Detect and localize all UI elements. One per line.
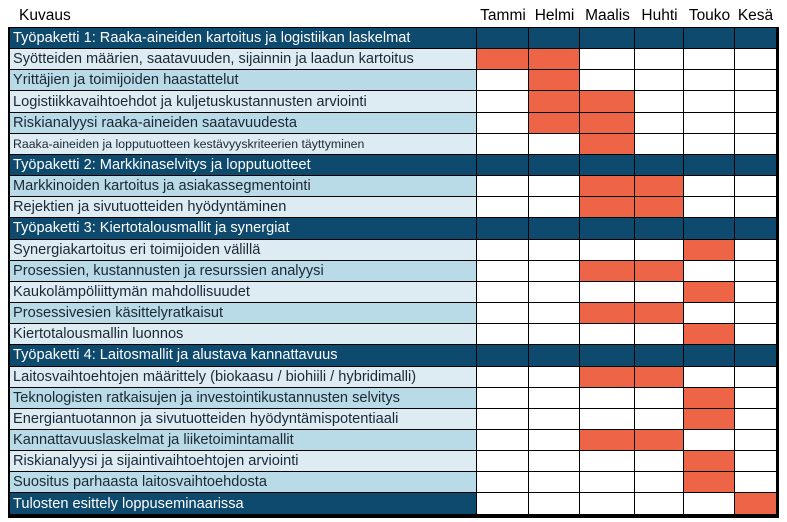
- gantt-bar-tammi: [477, 49, 529, 70]
- gantt-cell-empty: [684, 113, 735, 134]
- gantt-cell-empty: [735, 91, 776, 112]
- gantt-bar-touko: [684, 409, 735, 430]
- gantt-cell-empty: [580, 70, 635, 91]
- gantt-bar-maalis: [580, 176, 635, 197]
- task-label: Teknologisten ratkaisujen ja investointikustannusten selvitys: [10, 388, 477, 409]
- gantt-cell-empty: [635, 324, 684, 345]
- month-column-header: Helmi: [534, 6, 575, 24]
- gantt-cell-empty: [477, 91, 529, 112]
- gantt-cell-empty: [735, 388, 776, 409]
- workpackage-header-label: Työpaketti 3: Kiertotalousmallit ja synergiat: [10, 218, 477, 239]
- gantt-cell-empty: [477, 197, 529, 218]
- gantt-bar-huhti: [635, 197, 684, 218]
- gantt-cell-empty: [635, 91, 684, 112]
- gantt-cell-empty: [580, 49, 635, 70]
- gantt-cell-empty: [477, 451, 529, 472]
- workpackage-header-label: Työpaketti 4: Laitosmallit ja alustava kannattavuus: [10, 345, 477, 366]
- task-label: Riskianalyysi raaka-aineiden saatavuudesta: [10, 113, 477, 134]
- gantt-cell-empty: [735, 472, 776, 493]
- gantt-cell-header-band: [529, 345, 580, 366]
- gantt-cell-empty: [477, 113, 529, 134]
- gantt-cell-empty: [684, 493, 735, 514]
- task-label: Kaukolämpöliittymän mahdollisuudet: [10, 282, 477, 303]
- gantt-cell-empty: [529, 367, 580, 388]
- gantt-bar-huhti: [635, 303, 684, 324]
- final-milestone-label: Tulosten esittely loppuseminaarissa: [10, 493, 477, 514]
- gantt-cell-empty: [477, 388, 529, 409]
- gantt-cell-empty: [684, 70, 735, 91]
- gantt-cell-empty: [477, 70, 529, 91]
- gantt-cell-empty: [529, 451, 580, 472]
- task-label: Raaka-aineiden ja lopputuotteen kestävyyskriteerien täyttyminen: [10, 134, 477, 155]
- gantt-cell-header-band: [529, 218, 580, 239]
- gantt-cell-header-band: [477, 155, 529, 176]
- gantt-cell-empty: [684, 176, 735, 197]
- gantt-grid: [8, 27, 779, 518]
- gantt-bar-touko: [684, 324, 735, 345]
- gantt-bar-huhti: [635, 430, 684, 451]
- gantt-cell-header-band: [735, 28, 776, 49]
- gantt-cell-empty: [684, 367, 735, 388]
- gantt-cell-header-band: [635, 345, 684, 366]
- gantt-cell-empty: [529, 134, 580, 155]
- task-label: Logistiikkavaihtoehdot ja kuljetuskustannusten arviointi: [10, 91, 477, 112]
- gantt-cell-empty: [580, 240, 635, 261]
- task-label: Riskianalyysi ja sijaintivaihtoehtojen arviointi: [10, 451, 477, 472]
- gantt-cell-header-band: [684, 28, 735, 49]
- gantt-cell-empty: [477, 472, 529, 493]
- gantt-cell-empty: [529, 472, 580, 493]
- gantt-bar-touko: [684, 472, 735, 493]
- description-column-header: Kuvaus: [19, 6, 71, 24]
- task-label: Synergiakartoitus eri toimijoiden välillä: [10, 240, 477, 261]
- task-label: Kannattavuuslaskelmat ja liiketoimintamallit: [10, 430, 477, 451]
- gantt-cell-empty: [735, 240, 776, 261]
- gantt-cell-empty: [635, 134, 684, 155]
- gantt-cell-empty: [735, 113, 776, 134]
- gantt-bar-maalis: [580, 303, 635, 324]
- task-label: Prosessien, kustannusten ja resurssien analyysi: [10, 261, 477, 282]
- gantt-cell-empty: [735, 282, 776, 303]
- gantt-cell-empty: [477, 240, 529, 261]
- gantt-cell-empty: [735, 303, 776, 324]
- task-label: Laitosvaihtoehtojen määrittely (biokaasu / biohiili / hybridimalli): [10, 367, 477, 388]
- gantt-cell-empty: [735, 409, 776, 430]
- gantt-cell-empty: [635, 409, 684, 430]
- gantt-cell-empty: [735, 451, 776, 472]
- gantt-cell-header-band: [735, 218, 776, 239]
- gantt-cell-empty: [477, 430, 529, 451]
- gantt-bar-maalis: [580, 367, 635, 388]
- gantt-cell-empty: [684, 303, 735, 324]
- gantt-cell-empty: [477, 282, 529, 303]
- gantt-cell-empty: [580, 409, 635, 430]
- gantt-cell-empty: [529, 324, 580, 345]
- gantt-cell-header-band: [477, 345, 529, 366]
- gantt-bar-touko: [684, 451, 735, 472]
- gantt-cell-empty: [684, 261, 735, 282]
- gantt-cell-header-band: [580, 218, 635, 239]
- gantt-cell-header-band: [580, 28, 635, 49]
- gantt-cell-empty: [735, 324, 776, 345]
- gantt-cell-empty: [635, 493, 684, 514]
- month-column-header: Tammi: [480, 6, 526, 24]
- task-label: Energiantuotannon ja sivutuotteiden hyödyntämispotentiaali: [10, 409, 477, 430]
- gantt-cell-empty: [529, 282, 580, 303]
- gantt-cell-empty: [635, 113, 684, 134]
- gantt-cell-header-band: [580, 155, 635, 176]
- gantt-bar-touko: [684, 240, 735, 261]
- gantt-bar-kesä: [735, 493, 776, 514]
- gantt-cell-empty: [635, 472, 684, 493]
- gantt-cell-empty: [735, 430, 776, 451]
- gantt-bar-huhti: [635, 176, 684, 197]
- gantt-cell-empty: [529, 197, 580, 218]
- gantt-cell-empty: [529, 409, 580, 430]
- gantt-cell-empty: [580, 451, 635, 472]
- month-column-header: Kesä: [737, 6, 774, 24]
- gantt-cell-empty: [580, 472, 635, 493]
- gantt-bar-huhti: [635, 261, 684, 282]
- gantt-cell-header-band: [477, 218, 529, 239]
- task-label: Syötteiden määrien, saatavuuden, sijainnin ja laadun kartoitus: [10, 49, 477, 70]
- gantt-bar-maalis: [580, 430, 635, 451]
- gantt-cell-empty: [635, 240, 684, 261]
- gantt-cell-header-band: [684, 218, 735, 239]
- task-label: Markkinoiden kartoitus ja asiakassegmentointi: [10, 176, 477, 197]
- gantt-cell-empty: [580, 324, 635, 345]
- gantt-cell-empty: [477, 367, 529, 388]
- gantt-cell-empty: [529, 430, 580, 451]
- gantt-cell-header-band: [635, 155, 684, 176]
- gantt-cell-empty: [477, 493, 529, 514]
- gantt-cell-empty: [684, 430, 735, 451]
- gantt-cell-header-band: [684, 155, 735, 176]
- gantt-bar-touko: [684, 282, 735, 303]
- task-label: Suositus parhaasta laitosvaihtoehdosta: [10, 472, 477, 493]
- gantt-cell-empty: [684, 91, 735, 112]
- month-column-header: Huhti: [641, 6, 678, 24]
- gantt-cell-header-band: [684, 345, 735, 366]
- gantt-cell-empty: [684, 134, 735, 155]
- gantt-cell-empty: [477, 261, 529, 282]
- gantt-cell-empty: [477, 324, 529, 345]
- gantt-cell-header-band: [735, 345, 776, 366]
- gantt-bar-touko: [684, 388, 735, 409]
- gantt-cell-empty: [477, 303, 529, 324]
- gantt-cell-empty: [529, 176, 580, 197]
- gantt-cell-header-band: [735, 155, 776, 176]
- gantt-table-wrapper: [8, 4, 779, 518]
- gantt-cell-header-band: [529, 28, 580, 49]
- gantt-cell-header-band: [477, 28, 529, 49]
- gantt-cell-header-band: [635, 28, 684, 49]
- gantt-cell-empty: [735, 176, 776, 197]
- gantt-bar-maalis: [580, 261, 635, 282]
- gantt-cell-empty: [635, 388, 684, 409]
- task-label: Kiertotalousmallin luonnos: [10, 324, 477, 345]
- gantt-bar-helmi: [529, 91, 580, 112]
- gantt-cell-empty: [477, 176, 529, 197]
- column-header-row: [8, 4, 779, 27]
- gantt-cell-empty: [635, 49, 684, 70]
- gantt-cell-empty: [735, 261, 776, 282]
- gantt-cell-header-band: [580, 345, 635, 366]
- gantt-cell-empty: [580, 388, 635, 409]
- gantt-bar-helmi: [529, 70, 580, 91]
- gantt-cell-empty: [529, 303, 580, 324]
- gantt-cell-empty: [529, 493, 580, 514]
- gantt-bar-helmi: [529, 113, 580, 134]
- gantt-bar-maalis: [580, 197, 635, 218]
- gantt-bar-maalis: [580, 91, 635, 112]
- gantt-bar-huhti: [635, 367, 684, 388]
- gantt-cell-empty: [684, 197, 735, 218]
- gantt-cell-header-band: [635, 218, 684, 239]
- gantt-cell-empty: [477, 134, 529, 155]
- task-label: Prosessivesien käsittelyratkaisut: [10, 303, 477, 324]
- gantt-cell-empty: [635, 282, 684, 303]
- gantt-cell-empty: [477, 409, 529, 430]
- gantt-cell-empty: [529, 240, 580, 261]
- gantt-cell-empty: [735, 134, 776, 155]
- month-column-header: Touko: [688, 6, 731, 24]
- gantt-cell-empty: [635, 451, 684, 472]
- gantt-cell-empty: [735, 197, 776, 218]
- gantt-cell-empty: [635, 70, 684, 91]
- gantt-bar-maalis: [580, 113, 635, 134]
- gantt-cell-empty: [580, 493, 635, 514]
- task-label: Rejektien ja sivutuotteiden hyödyntäminen: [10, 197, 477, 218]
- gantt-cell-empty: [735, 49, 776, 70]
- gantt-bar-helmi: [529, 49, 580, 70]
- task-label: Yrittäjien ja toimijoiden haastattelut: [10, 70, 477, 91]
- workpackage-header-label: Työpaketti 2: Markkinaselvitys ja lopputuotteet: [10, 155, 477, 176]
- gantt-cell-empty: [684, 49, 735, 70]
- gantt-cell-empty: [735, 367, 776, 388]
- workpackage-header-label: Työpaketti 1: Raaka-aineiden kartoitus ja logistiikan laskelmat: [10, 28, 477, 49]
- month-column-header: Maalis: [585, 6, 630, 24]
- gantt-cell-empty: [529, 261, 580, 282]
- gantt-cell-empty: [735, 70, 776, 91]
- gantt-cell-header-band: [529, 155, 580, 176]
- gantt-bar-maalis: [580, 134, 635, 155]
- gantt-cell-empty: [580, 282, 635, 303]
- gantt-cell-empty: [529, 388, 580, 409]
